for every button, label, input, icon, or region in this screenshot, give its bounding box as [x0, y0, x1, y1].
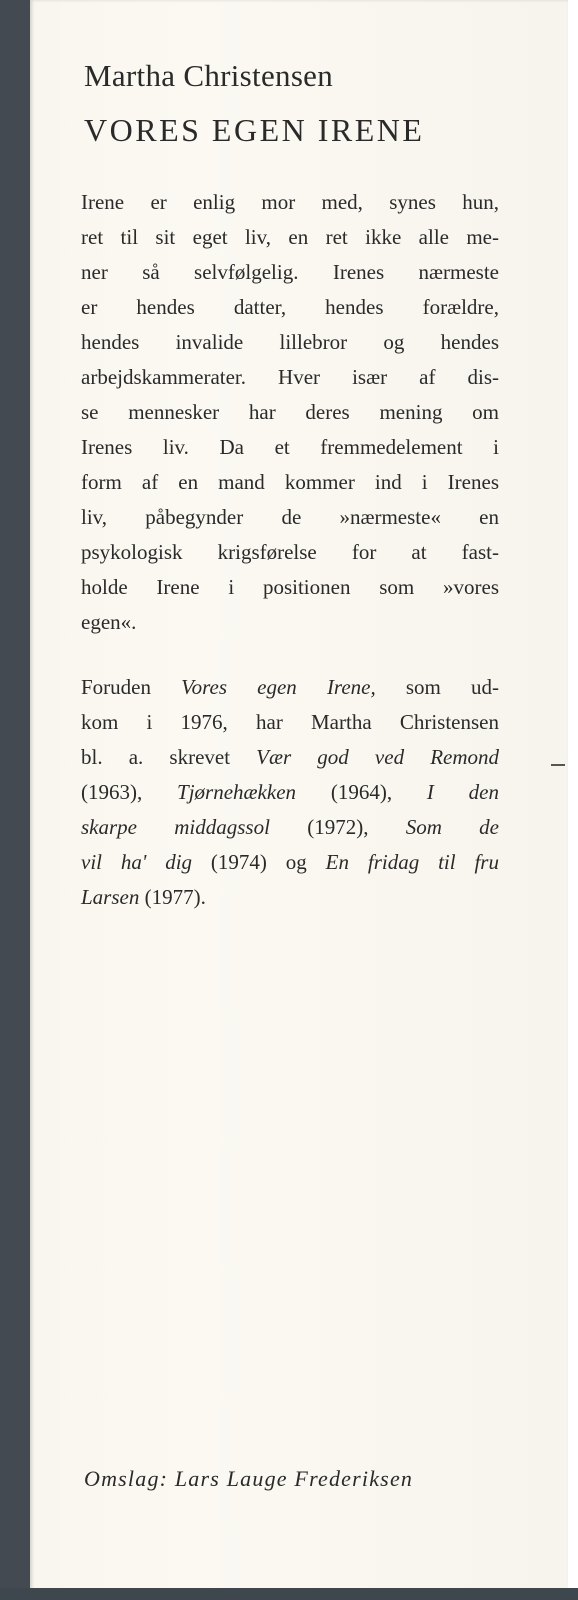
book-title: VORES EGEN IRENE	[84, 112, 425, 148]
bibliography-paragraph	[81, 670, 499, 915]
book-title-ref: vil ha' dig	[81, 850, 193, 874]
blurb-line: psykologisk krigsførelse for at fast-	[81, 540, 499, 564]
blurb-paragraph	[81, 185, 499, 640]
blurb-line: form af en mand kommer ind i Irenes	[81, 470, 499, 494]
bibliography-line: bl. a. skrevet Vær god ved Remond	[81, 745, 500, 769]
bottom-edge	[0, 1588, 578, 1600]
bibliography-line: skarpe middagssol (1972), Som de	[81, 815, 499, 839]
blurb-line: Irenes liv. Da et fremmedelement i	[81, 435, 499, 459]
book-title-ref: Som de	[405, 815, 499, 839]
bibliography-line: Foruden Vores egen Irene, som ud-	[81, 675, 500, 699]
book-title-ref: I den	[426, 780, 499, 804]
bibliography-line: kom i 1976, har Martha Christensen	[81, 710, 499, 734]
book-title-ref: Vores egen Irene,	[181, 675, 376, 699]
book-title-ref: Tjørnehækken	[177, 780, 297, 804]
blurb-line: er hendes datter, hendes forældre,	[81, 295, 499, 319]
blurb-line: liv, påbegynder de »nærmeste« en	[81, 505, 499, 529]
bibliography-line: Larsen (1977).	[81, 885, 206, 909]
book-spine	[0, 0, 30, 1600]
blurb-line: Irene er enlig mor med, synes hun,	[81, 190, 499, 214]
blurb-line: se mennesker har deres mening om	[81, 400, 499, 424]
author-name: Martha Christensen	[84, 58, 334, 93]
bibliography-line: (1963), Tjørnehækken (1964), I den	[81, 780, 499, 804]
book-title-ref: Larsen	[81, 885, 140, 909]
book-title-ref: Vær god ved Remond	[256, 745, 500, 769]
scan-margin	[568, 0, 578, 1600]
book-title-ref: skarpe middagssol	[81, 815, 270, 839]
scan-mark	[551, 764, 565, 766]
bibliography-line: vil ha' dig (1974) og En fridag til fru	[81, 850, 499, 874]
cover-credit: Omslag: Lars Lauge Frederiksen	[84, 1466, 414, 1491]
blurb-line: hendes invalide lillebror og hendes	[81, 330, 499, 354]
blurb-line: egen«.	[81, 610, 137, 634]
blurb-line: arbejdskammerater. Hver især af dis-	[81, 365, 499, 389]
book-title-ref: En fridag til fru	[325, 850, 499, 874]
blurb-line: ret til sit eget liv, en ret ikke alle me-	[81, 225, 499, 249]
blurb-line: holde Irene i positionen som »vores	[81, 575, 499, 599]
blurb-line: ner så selvfølgelig. Irenes nærmeste	[81, 260, 499, 284]
